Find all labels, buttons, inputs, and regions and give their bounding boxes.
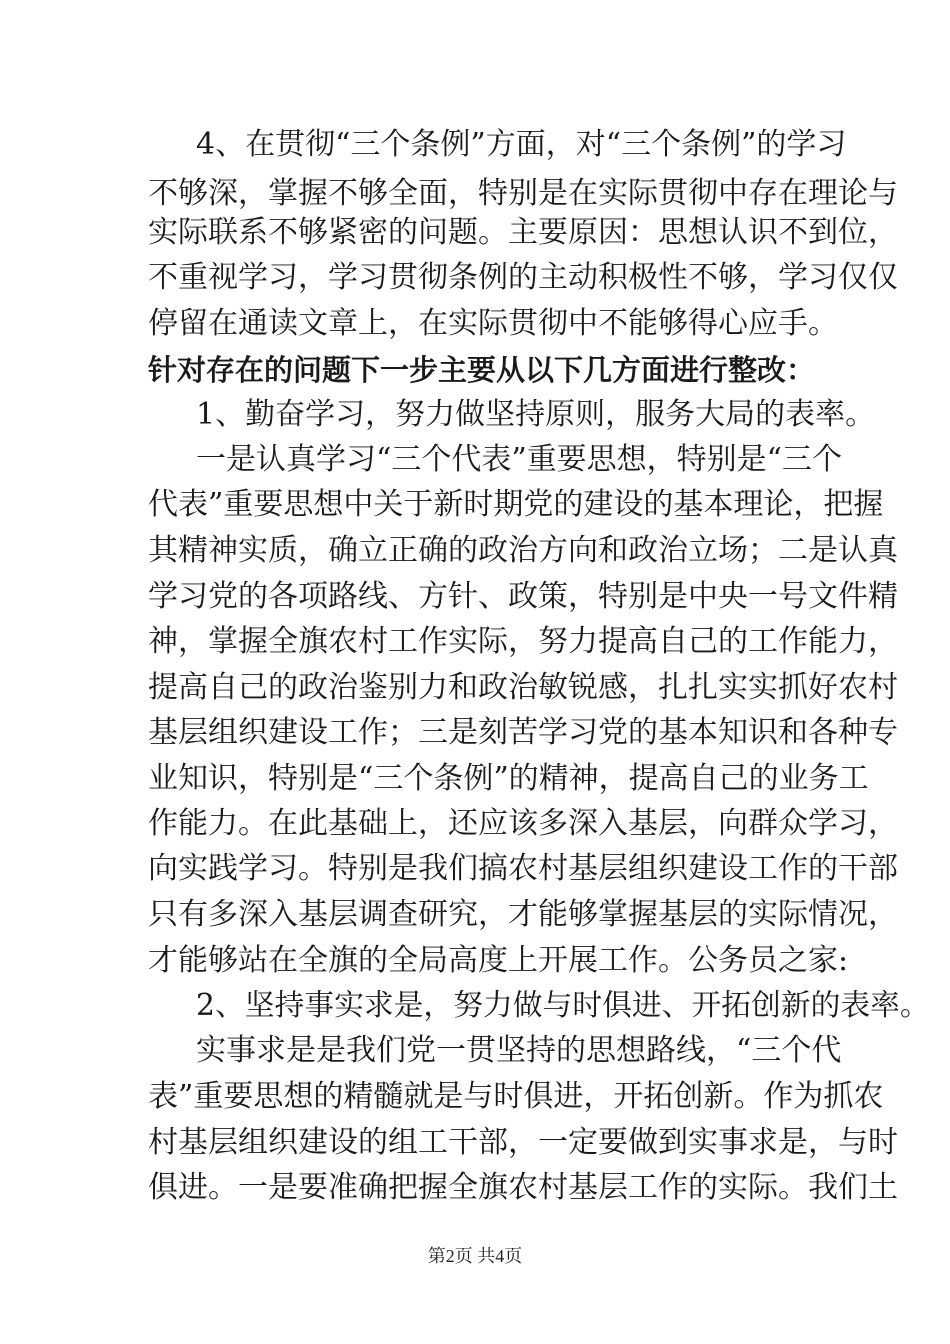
paragraph-line: 才能够站在全旗的全局高度上开展工作。公务员之家: xyxy=(148,943,849,978)
subheading-line: 2、坚持事实求是，努力做与时俱进、开拓创新的表率。 xyxy=(196,988,930,1023)
paragraph-line: 实际联系不够紧密的问题。主要原因：思想认识不到位， xyxy=(148,215,898,250)
paragraph-line: 其精神实质，确立正确的政治方向和政治立场；二是认真 xyxy=(148,533,898,568)
paragraph-line: 俱进。一是要准确把握全旗农村基层工作的实际。我们土 xyxy=(148,1170,898,1205)
paragraph-line: 学习党的各项路线、方针、政策，特别是中央一号文件精 xyxy=(148,579,898,614)
paragraph-line: 不重视学习，学习贯彻条例的主动积极性不够，学习仅仅 xyxy=(148,260,898,295)
paragraph-line: 停留在通读文章上，在实际贯彻中不能够得心应手。 xyxy=(148,306,838,341)
paragraph-line: 实事求是是我们党一贯坚持的思想路线，“三个代 xyxy=(196,1033,842,1068)
paragraph-line: 提高自己的政治鉴别力和政治敏锐感，扎扎实实抓好农村 xyxy=(148,670,898,705)
paragraph-line: 不够深，掌握不够全面，特别是在实际贯彻中存在理论与 xyxy=(148,176,898,211)
paragraph-line: 神，掌握全旗农村工作实际，努力提高自己的工作能力， xyxy=(148,624,898,659)
paragraph-line: 只有多深入基层调查研究，才能够掌握基层的实际情况， xyxy=(148,897,898,932)
paragraph-line: 作能力。在此基础上，还应该多深入基层，向群众学习， xyxy=(148,806,898,841)
paragraph-line: 业知识，特别是“三个条例”的精神，提高自己的业务工 xyxy=(148,761,869,796)
paragraph-line: 向实践学习。特别是我们搞农村基层组织建设工作的干部 xyxy=(148,851,898,886)
page-number-footer: 第2页 共4页 xyxy=(427,1246,523,1266)
subheading-line: 1、勤奋学习，努力做坚持原则，服务大局的表率。 xyxy=(196,397,876,432)
paragraph-line: 村基层组织建设的组工干部，一定要做到实事求是，与时 xyxy=(148,1125,898,1160)
paragraph-line: 4、在贯彻“三个条例”方面，对“三个条例”的学习 xyxy=(196,127,847,162)
paragraph-line: 基层组织建设工作；三是刻苦学习党的基本知识和各种专 xyxy=(148,715,898,750)
paragraph-line: 表”重要思想的精髓就是与时俱进，开拓创新。作为抓农 xyxy=(148,1079,884,1114)
paragraph-line: 一是认真学习“三个代表”重要思想，特别是“三个 xyxy=(196,442,843,477)
paragraph-line: 代表”重要思想中关于新时期党的建设的基本理论，把握 xyxy=(148,487,884,522)
section-heading: 针对存在的问题下一步主要从以下几方面进行整改： xyxy=(148,353,816,387)
